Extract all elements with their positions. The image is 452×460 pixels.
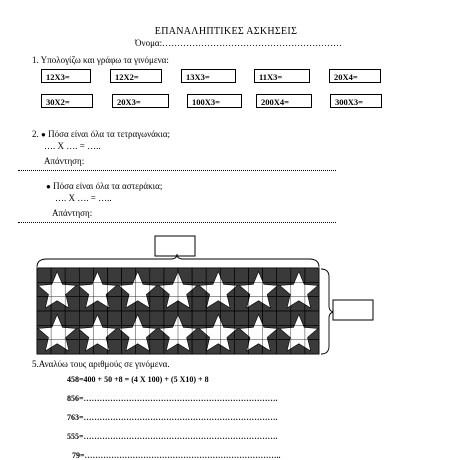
multiplication-box: 13Χ3= [181, 69, 236, 83]
answer-label-squares: Απάντηση: [44, 156, 85, 166]
decomposition-line: 555=………………………………………………………………. [67, 432, 278, 441]
grid-square [234, 268, 248, 282]
grid-square [122, 268, 136, 282]
grid-square [192, 297, 206, 311]
multiplication-box: 11Χ3= [254, 69, 310, 83]
grid-square [65, 268, 79, 282]
grid-square [220, 311, 234, 325]
grid-square [79, 311, 93, 325]
multiplication-box: 200Χ4= [256, 94, 312, 108]
grid-square [37, 311, 51, 325]
multiplication-box: 12Χ2= [110, 69, 162, 83]
grid-area [37, 268, 319, 354]
decomposition-line: 856=………………………………………………………………. [67, 394, 278, 403]
multiplication-box: 300Χ3= [330, 94, 382, 108]
grid-square [305, 268, 319, 282]
grid-square [263, 268, 277, 282]
answer-label-stars: Απάντηση: [52, 208, 93, 218]
grid-square [234, 311, 248, 325]
squares-stars-figure [25, 230, 385, 355]
grid-square [277, 311, 291, 325]
formula-stars: …. Χ …. = ….. [55, 193, 112, 203]
multiplication-box: 12Χ3= [41, 69, 91, 83]
exercise-2-number: 2. [32, 129, 39, 139]
question-squares: Πόσα είναι όλα τα τετραγωνάκια; [48, 129, 171, 139]
grid-square [234, 340, 248, 354]
grid-square [220, 268, 234, 282]
grid-square [108, 297, 122, 311]
grid-square [192, 268, 206, 282]
decomposition-line: 763=………………………………………………………………. [67, 413, 278, 422]
question-stars: Πόσα είναι όλα τα αστεράκια; [53, 181, 163, 191]
multiplication-box: 30Χ2= [41, 94, 93, 108]
worksheet-title: ΕΠΑΝΑΛΗΠΤΙΚΕΣ ΑΣΚΗΣΕΙΣ [154, 26, 298, 37]
answer-box-top [155, 236, 195, 256]
answer-dotted-line [18, 170, 336, 171]
grid-square [108, 311, 122, 325]
grid-square [192, 311, 206, 325]
example-decomposition: 458=400 + 50 +8 = (4 Χ 100) + (5 Χ10) + 8 [67, 375, 209, 384]
grid-square [150, 297, 164, 311]
multiplication-box: 100Χ3= [187, 94, 242, 108]
stars-question-line [46, 181, 162, 191]
multiplication-box: 20Χ4= [329, 69, 381, 83]
multiplication-box: 20Χ3= [112, 94, 169, 108]
decomposition-line: 79=……………………………………………………………….. [72, 451, 281, 460]
grid-square [277, 268, 291, 282]
grid-square [305, 311, 319, 325]
grid-square [234, 297, 248, 311]
name-line: Όνομα:…………………………………………………… [135, 38, 343, 48]
grid-square [150, 311, 164, 325]
grid-square [263, 311, 277, 325]
grid-square [108, 340, 122, 354]
grid-square [108, 268, 122, 282]
answer-dotted-line [18, 222, 336, 223]
exercise-2-line [32, 129, 170, 139]
grid-square [192, 340, 206, 354]
bullet-icon: ● [46, 182, 51, 191]
grid-square [79, 268, 93, 282]
exercise-5-prompt: 5.Αναλύω τους αριθμούς σε γινόμενα. [32, 359, 170, 369]
grid-square [122, 311, 136, 325]
formula-squares: …. Χ …. = ….. [44, 141, 101, 151]
bullet-icon: ● [41, 130, 46, 139]
answer-box-right [333, 300, 373, 320]
grid-square [65, 311, 79, 325]
exercise-1-prompt: 1. Υπολογίζω και γράφω τα γινόμενα: [32, 55, 169, 65]
grid-square [150, 340, 164, 354]
grid-square [150, 268, 164, 282]
grid-square [37, 268, 51, 282]
